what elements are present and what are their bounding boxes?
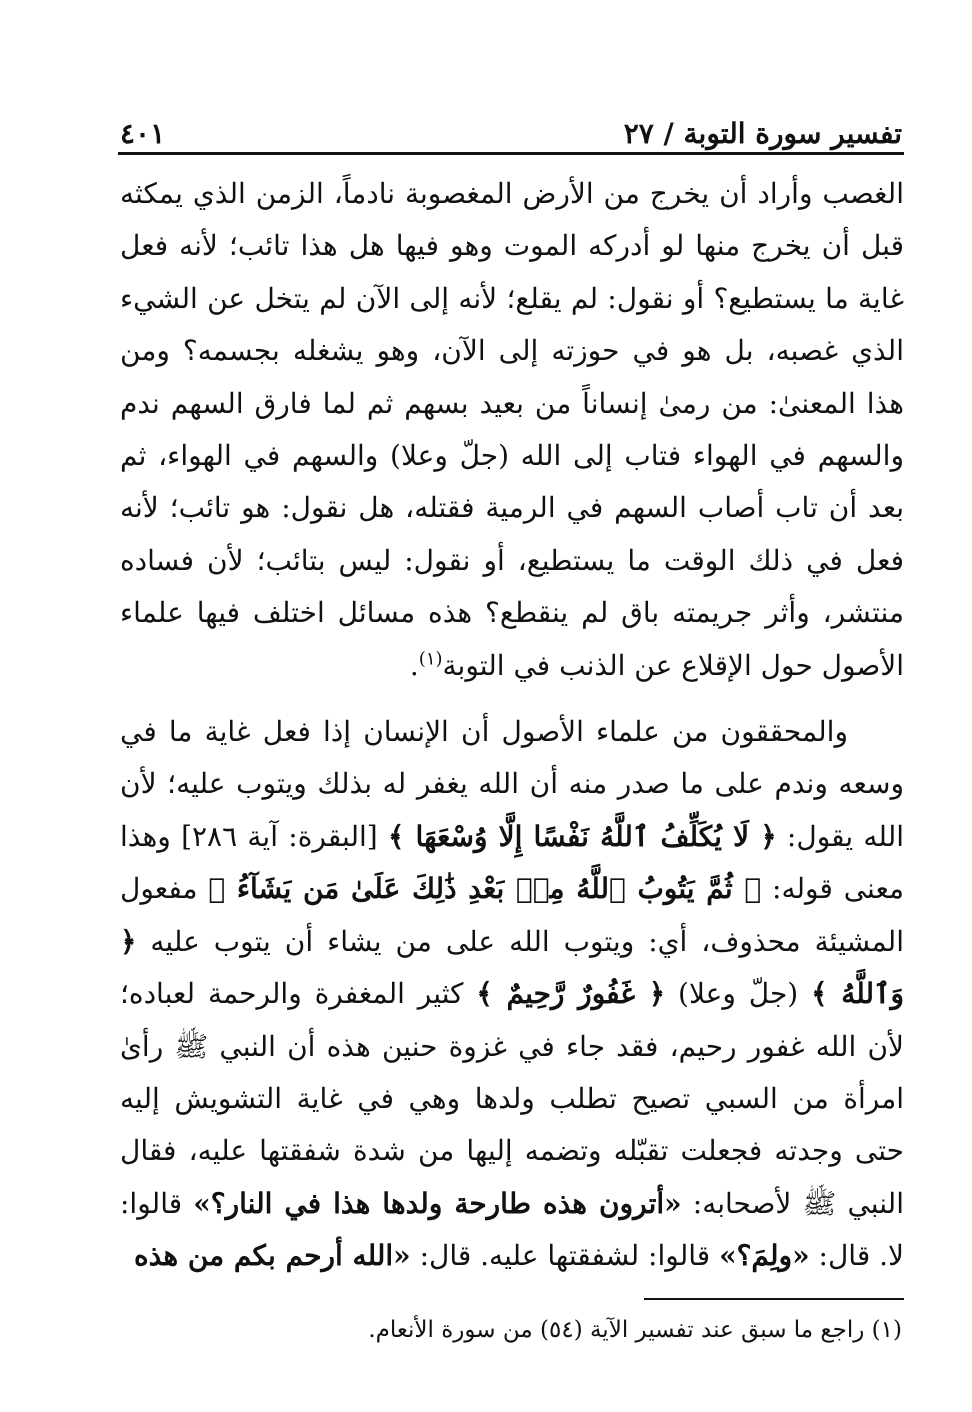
paragraph-2 (120, 706, 904, 1282)
running-title: تفسير سورة التوبة / ٢٧ (623, 117, 902, 150)
main-text (120, 168, 904, 1283)
p2-segment-a: والمحققون من علماء الأصول أن الإنسان إذا فعل غاية ما في وسعه وندم على ما صدر منه أن الله يغفر له بذلك ويتوب عليه؛ لأن الله يقول: (120, 715, 905, 853)
page-header (120, 100, 902, 150)
p2-segment-c: مفعول المشيئة محذوف، أي: ويتوب الله على من يشاء أن يتوب عليه (120, 872, 904, 958)
verse-reference: [البقرة: آية ٢٨٦] (181, 819, 378, 853)
paragraph-1 (120, 168, 904, 692)
quran-verse-3: ﴿ وَٱللَّهُ ﴾ (120, 924, 904, 1011)
quran-verse-2: ﴿ ثُمَّ يَتُوبُ ٱللَّهُ مِنۢ بَعْدِ ذَٰلِكَ عَلَىٰ مَن يَشَآءُ ﴾ (208, 872, 762, 906)
p2-segment-b: وهذا معنى قوله: (120, 819, 904, 906)
hadith-quote-2: «ولِمَ؟» (719, 1239, 810, 1273)
paragraph-1-end: . (409, 648, 419, 682)
header-divider (118, 152, 904, 155)
p2-segment-f: قالوا: لا. قال: (120, 1186, 904, 1273)
paragraph-1-text: الغصب وأراد أن يخرج من الأرض المغصوبة نادماً، الزمن الذي يمكثه قبل أن يخرج منها لو أدركه الموت وهو فيها هل هذا تائب؛ لأنه فعل غاية ما يستطيع؟ أو نقول: لم يقلع؛ لأنه إلى الآن لم يتخل عن الشيء الذي غصبه، بل هو في حوزته إلى الآن، وهو يشغله بجسمه؟ ومن هذا المعنىٰ: من رمىٰ إنساناً من بعيد بسهم ثم لما فارق السهم ندم والسهم في الهواء فتاب إلى الله (جلّ وعلا) والسهم في الهواء، ثم بعد أن تاب أصاب السهم في الرمية فقتله، هل نقول: هو تائب؛ لأنه فعل في ذلك الوقت ما يستطيع، أو نقول: ليس بتائب؛ لأن فساده منتشر، وأثر جريمته باق لم ينقطع؟ هذه مسائل اختلف فيها علماء الأصول حول الإقلاع عن الذنب في التوبة (120, 177, 904, 682)
footnote-divider (644, 1298, 904, 1300)
footnote-reference: (١) (418, 648, 443, 670)
p2-segment-e: كثير المغفرة والرحمة لعباده؛ لأن الله غفور رحيم، فقد جاء في غزوة حنين هذه أن النبي ﷺ رأىٰ امرأة من السبي تصيح تطلب ولدها وهي في غاية التشويش إليه حتى وجدته فجعلت تقبّله وتضمه إليها من شدة شفقتها عليه، فقال النبي ﷺ لأصحابه: (120, 977, 904, 1220)
quran-verse-4: ﴿ غَفُورٌ رَّحِيمٌ ﴾ (476, 977, 666, 1011)
hadith-quote-3: «الله أرحم بكم من هذه (133, 1239, 411, 1273)
footnote: (١) راجع ما سبق عند تفسير الآية (٥٤) من سورة الأنعام. (368, 1317, 902, 1343)
hadith-quote-1: «أترون هذه طارحة ولدها هذا في النار؟» (193, 1186, 682, 1220)
p2-segment-g: قالوا: لشفقتها عليه. قال: (419, 1239, 711, 1273)
quran-verse-1: ﴿ لَا يُكَلِّفُ ٱللَّهُ نَفْسًا إِلَّا وُسْعَهَا ﴾ (388, 819, 777, 853)
p2-segment-d: (جلّ وعلا) (678, 977, 799, 1011)
page-number: ٤٠١ (120, 117, 166, 150)
